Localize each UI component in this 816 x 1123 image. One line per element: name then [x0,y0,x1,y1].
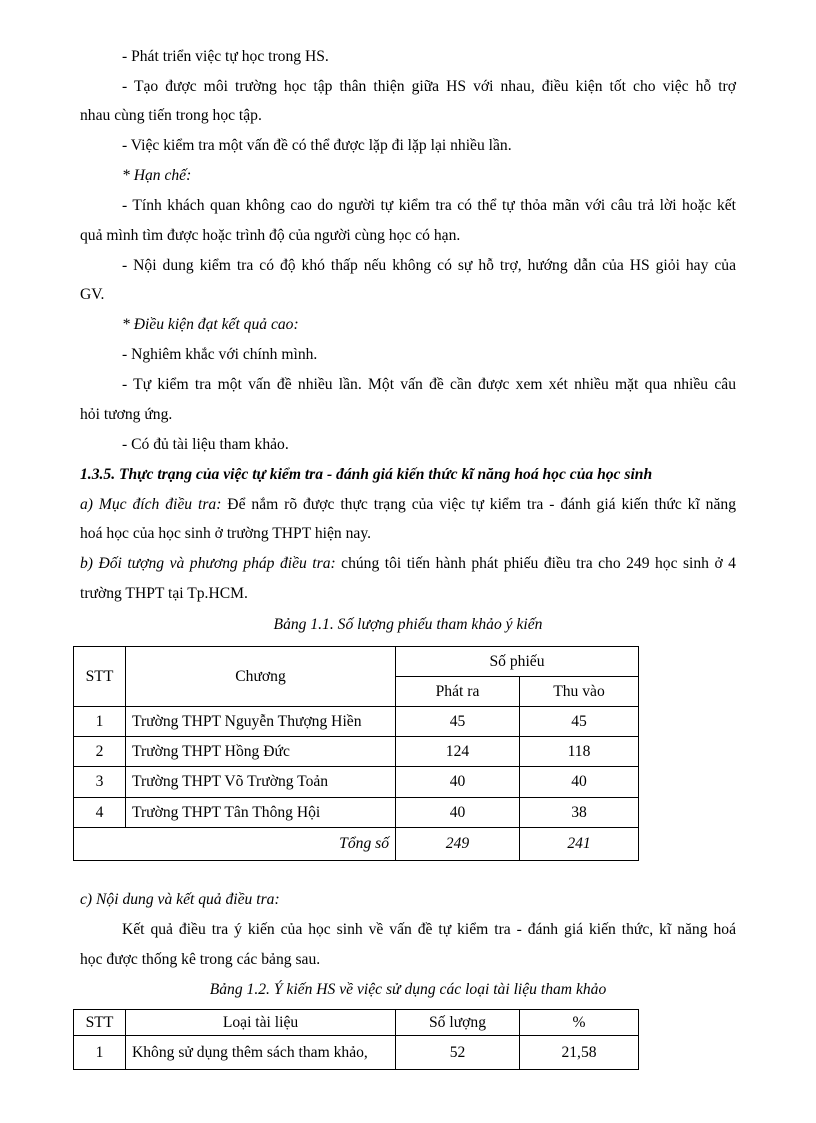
header-stt: STT [74,1010,126,1036]
header-stt: STT [74,647,126,707]
heading-limitations: * Hạn chế: [122,167,192,184]
cell-school: Trường THPT Hồng Đức [126,737,396,767]
bullet-self-study: - Phát triển việc tự học trong HS. [122,48,329,65]
cell-phat-ra: 124 [396,737,520,767]
cell-stt: 2 [74,737,126,767]
bullet-multiple-line1: - Tự kiểm tra một vấn đề nhiều lần. Một vấn đề cần được xem xét nhiều mặt qua nhiều câu [122,376,736,393]
bullet-difficulty-line1: - Nội dung kiểm tra có độ khó thấp nếu không có sự hỗ trợ, hướng dẫn của HS giỏi hay của [122,257,736,274]
table-row [74,707,639,737]
purpose-label: a) Mục đích điều tra: [80,496,222,513]
cell-thu-vao: 118 [520,737,639,767]
bullet-environment-line1: - Tạo được môi trường học tập thân thiện giữa HS với nhau, điều kiện tốt cho việc hỗ trợ [122,78,736,95]
purpose-line2: hoá học của học sinh ở trường THPT hiện nay. [80,525,371,542]
cell-thu-vao: 38 [520,798,639,828]
cell-thu-vao: 40 [520,767,639,798]
header-percent: % [520,1010,639,1036]
heading-conditions: * Điều kiện đạt kết quả cao: [122,316,299,333]
cell-phat-ra: 40 [396,767,520,798]
section-heading: 1.3.5. Thực trạng của việc tự kiểm tra - đánh giá kiến thức kĩ năng hoá học của học sinh [80,466,653,483]
bullet-objectivity-line1: - Tính khách quan không cao do người tự kiểm tra có thể tự thỏa mãn với câu trả lời hoặc kết [122,197,736,214]
cell-phat-ra: 45 [396,707,520,737]
header-loai-tai-lieu: Loại tài liệu [126,1010,396,1036]
header-thu-vao: Thu vào [520,677,639,707]
header-so-luong: Số lượng [396,1010,520,1036]
bullet-repeat: - Việc kiểm tra một vấn đề có thể được lặp đi lặp lại nhiều lần. [122,137,512,154]
cell-stt: 1 [74,1036,126,1070]
cell-school: Trường THPT Tân Thông Hội [126,798,396,828]
bullet-strict: - Nghiêm khắc với chính mình. [122,346,318,363]
total-phat-ra: 249 [396,828,520,861]
table-row [74,767,639,798]
bullet-multiple-line2: hỏi tương ứng. [80,406,173,423]
cell-school: Trường THPT Nguyễn Thượng Hiền [126,707,396,737]
cell-school: Trường THPT Võ Trường Toản [126,767,396,798]
header-so-phieu: Số phiếu [396,647,639,677]
results-line2: học được thống kê trong các bảng sau. [80,951,321,968]
cell-stt: 1 [74,707,126,737]
cell-material: Không sử dụng thêm sách tham khảo, [126,1036,396,1070]
header-chuong: Chương [126,647,396,707]
purpose-text: Để nắm rõ được thực trạng của việc tự kiểm tra - đánh giá kiến thức kĩ năng [221,496,736,513]
cell-count: 52 [396,1036,520,1070]
cell-stt: 4 [74,798,126,828]
header-phat-ra: Phát ra [396,677,520,707]
cell-percent: 21,58 [520,1036,639,1070]
bullet-environment-line2: nhau cùng tiến trong học tập. [80,107,262,124]
content-results-heading: c) Nội dung và kết quả điều tra: [80,891,280,908]
table-row [74,1036,639,1070]
table2-caption: Bảng 1.2. Ý kiến HS về việc sử dụng các loại tài liệu tham khảo [209,981,607,998]
cell-phat-ra: 40 [396,798,520,828]
table-reference-usage [73,1009,639,1070]
table-row [74,737,639,767]
table-survey-forms [73,646,639,861]
bullet-references: - Có đủ tài liệu tham khảo. [122,436,289,453]
total-label: Tổng số [74,828,396,861]
subjects-text: chúng tôi tiến hành phát phiếu điều tra cho 249 học sinh ở 4 [335,555,736,572]
table1-caption: Bảng 1.1. Số lượng phiếu tham khảo ý kiến [273,616,543,633]
subjects-line1 [80,555,736,573]
bullet-difficulty-line2: GV. [80,286,105,303]
results-line1: Kết quả điều tra ý kiến của học sinh về vấn đề tự kiểm tra - đánh giá kiến thức, kĩ năng hoá [122,921,736,938]
total-thu-vao: 241 [520,828,639,861]
cell-stt: 3 [74,767,126,798]
subjects-line2: trường THPT tại Tp.HCM. [80,585,248,602]
bullet-objectivity-line2: quả mình tìm được hoặc trình độ của người cùng học có hạn. [80,227,461,244]
cell-thu-vao: 45 [520,707,639,737]
purpose-line1 [80,496,736,514]
subjects-label: b) Đối tượng và phương pháp điều tra: [80,555,336,572]
table-row [74,798,639,828]
table-total-row [74,828,639,861]
